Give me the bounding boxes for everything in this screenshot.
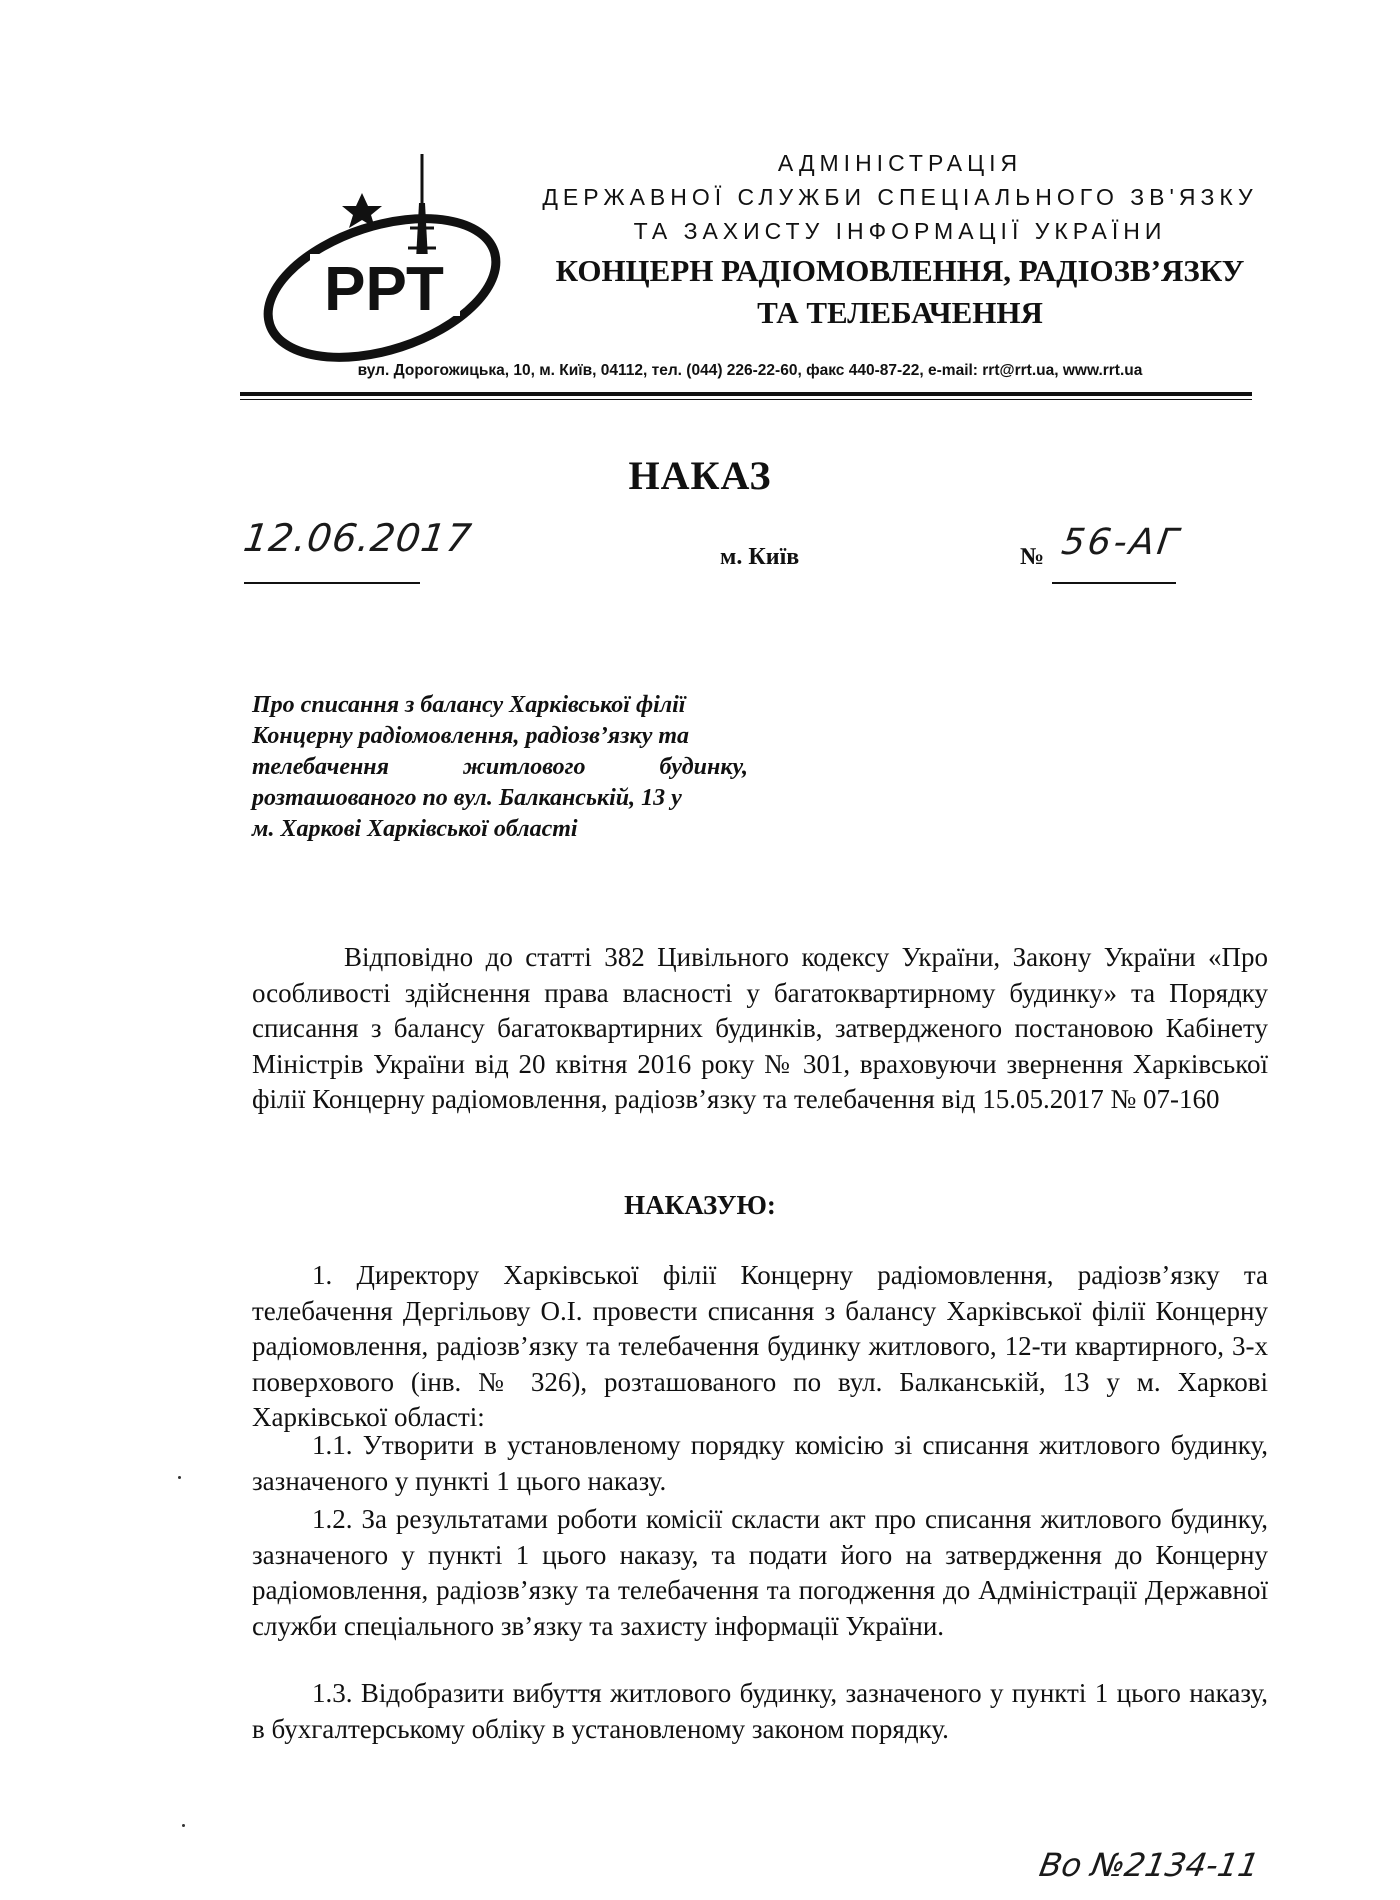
order-city: м. Київ xyxy=(720,544,800,570)
contact-address: вул. Дорогожицька, 10, м. Київ, 04112, тел. (044) 226-22-60, факс 440-87-22, e-mail: rrt@rrt.ua, www.rrt.ua xyxy=(357,362,1143,379)
header-divider-thin xyxy=(240,399,1252,400)
order-item-1-3: 1.3. Відобразити вибуття житлового будинку, зазначеного у пункті 1 цього наказу, в бухгалтерському обліку в установленому законом порядку. xyxy=(252,1678,1268,1744)
registry-handwritten-note: Во №2134-11 xyxy=(1036,1846,1263,1884)
order-number: 56-АГ xyxy=(1059,522,1184,563)
order-heading: НАКАЗУЮ: xyxy=(624,1190,776,1220)
document-title: НАКАЗ xyxy=(628,453,772,498)
concern-name-line1: КОНЦЕРН РАДІОМОВЛЕННЯ, РАДІОЗВ’ЯЗКУ xyxy=(555,253,1245,288)
order-item-1: 1. Директору Харківської філії Концерну радіомовлення, радіозв’язку та телебачення Дергільову О.І. провести списання з балансу Харківської філії Концерну радіомовлення, радіозв’язку та телебачення будинку житлового, 12-ти квартирного, 3-х поверхового (інв. № 326), розташованого по вул. Балканській, 13 у м. Харкові Харківської області: xyxy=(252,1260,1268,1432)
order-subject xyxy=(252,690,748,845)
order-item-1-2: 1.2. За результатами роботи комісії скласти акт про списання житлового будинку, зазначеного у пункті 1 цього наказу, та подати його на затвердження до Концерну радіомовлення, радіозв’язку та телебачення та погодження до Адміністрації Державної служби спеціального зв’язку та захисту інформації України. xyxy=(252,1504,1268,1641)
order-date: 12.06.2017 xyxy=(240,516,475,560)
subject-line: м. Харкові Харківської області xyxy=(252,816,578,842)
scan-speck xyxy=(178,1476,181,1479)
date-underline xyxy=(244,582,420,584)
subject-line xyxy=(252,752,748,783)
org-administration: АДМІНІСТРАЦІЯ xyxy=(777,150,1023,176)
number-underline xyxy=(1052,582,1176,584)
subject-line: Концерну радіомовлення, радіозв’язку та xyxy=(252,723,690,749)
subject-line: Про списання з балансу Харківської філії xyxy=(252,692,686,718)
subject-line: розташованого по вул. Балканській, 13 у xyxy=(252,785,682,811)
order-item-1-1: 1.1. Утворити в установленому порядку комісію зі списання житлового будинку, зазначеного у пункті 1 цього наказу. xyxy=(252,1430,1268,1496)
header-divider xyxy=(240,392,1252,396)
number-sign: № xyxy=(1020,544,1045,570)
concern-name-line2: ТА ТЕЛЕБАЧЕННЯ xyxy=(757,295,1043,330)
organization-header xyxy=(540,146,1260,332)
subject-word: телебачення xyxy=(252,754,389,780)
logo-text: РРТ xyxy=(324,255,444,324)
subject-word: будинку, xyxy=(659,754,748,780)
org-protection: ТА ЗАХИСТУ ІНФОРМАЦІЇ УКРАЇНИ xyxy=(633,218,1167,244)
rrt-logo xyxy=(262,148,542,368)
org-service: ДЕРЖАВНОЇ СЛУЖБИ СПЕЦІАЛЬНОГО ЗВ'ЯЗКУ xyxy=(542,184,1258,210)
preamble-paragraph: Відповідно до статті 382 Цивільного кодексу України, Закону України «Про особливості здійснення права власності у багатоквартирному будинку» та Порядку списання з балансу багатоквартирних будинків, затвердженого постановою Кабінету Міністрів України від 20 квітня 2016 року № 301, враховуючи звернення Харківської філії Концерну радіомовлення, радіозв’язку та телебачення від 15.05.2017 № 07-160 xyxy=(252,942,1268,1114)
subject-word: житлового xyxy=(463,754,586,780)
scan-speck xyxy=(182,1824,185,1827)
